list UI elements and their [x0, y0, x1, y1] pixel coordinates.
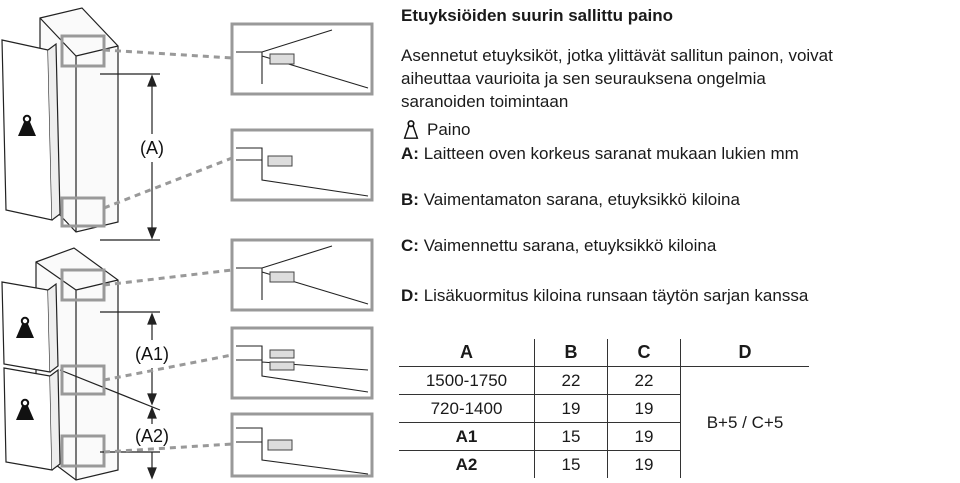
table-cell-d: B+5 / C+5: [681, 367, 810, 479]
table-cell-a: A1: [399, 423, 535, 451]
legend-weight-label: Paino: [427, 120, 471, 139]
table-header-d: D: [681, 339, 810, 367]
intro-line-1: Asennetut etuyksiköt, jotka ylittävät sallitun painon, voivat: [401, 46, 833, 65]
detail-box-3: [232, 240, 372, 310]
legend-b-key: B:: [401, 190, 419, 209]
table-header-c: C: [608, 339, 681, 367]
table-cell-b: 19: [535, 395, 608, 423]
legend-b-text: Vaimentamaton sarana, etuyksikkö kiloina: [423, 190, 740, 209]
weight-icon: [401, 120, 421, 140]
intro-line-2: aiheuttaa vaurioita ja sen seurauksena ongelmia: [401, 69, 766, 88]
table-cell-c: 22: [608, 367, 681, 395]
table-header-b: B: [535, 339, 608, 367]
table-row: [399, 367, 809, 395]
dimension-label-a1: (A1): [134, 344, 170, 364]
table-cell-b: 22: [535, 367, 608, 395]
detail-box-1: [232, 24, 372, 94]
legend-a-text: Laitteen oven korkeus saranat mukaan lukien mm: [423, 144, 799, 163]
legend-c-key: C:: [401, 236, 419, 255]
detail-box-5: [232, 414, 372, 476]
legend-d: [401, 284, 808, 307]
table-cell-b: 15: [535, 451, 608, 479]
weight-table: [399, 339, 809, 478]
legend-c-text: Vaimennettu sarana, etuyksikkö kiloina: [423, 236, 717, 255]
legend-d-text: Lisäkuormitus kiloina runsaan täytön sarjan kanssa: [423, 286, 809, 305]
dimension-label-a2: (A2): [134, 426, 170, 446]
leader-lines: [104, 50, 232, 452]
legend-a-key: A:: [401, 144, 419, 163]
table-cell-b: 15: [535, 423, 608, 451]
svg-text:(A2): [135, 426, 169, 446]
intro-line-3: saranoiden toimintaan: [401, 92, 569, 111]
dimension-label-a: (A): [140, 138, 164, 158]
svg-text:(A): [140, 138, 164, 158]
section-heading: Etuyksiöiden suurin sallittu paino: [401, 6, 674, 25]
svg-text:(A1): [135, 344, 169, 364]
legend-a: [401, 142, 799, 165]
table-cell-c: 19: [608, 451, 681, 479]
legend-d-key: D:: [401, 286, 419, 305]
legend-b: [401, 188, 740, 211]
table-header-a: A: [399, 339, 535, 367]
legend-weight: [401, 120, 470, 140]
detail-box-4: [232, 328, 372, 398]
table-cell-a: 1500-1750: [399, 367, 535, 395]
table-cell-a: A2: [455, 454, 478, 474]
table-cell-c: 19: [608, 395, 681, 423]
table-cell-c: 19: [608, 423, 681, 451]
legend-c: [401, 234, 716, 257]
hinge-diagram: [0, 0, 390, 483]
detail-box-2: [232, 130, 372, 200]
table-cell-a: 720-1400: [399, 395, 535, 423]
